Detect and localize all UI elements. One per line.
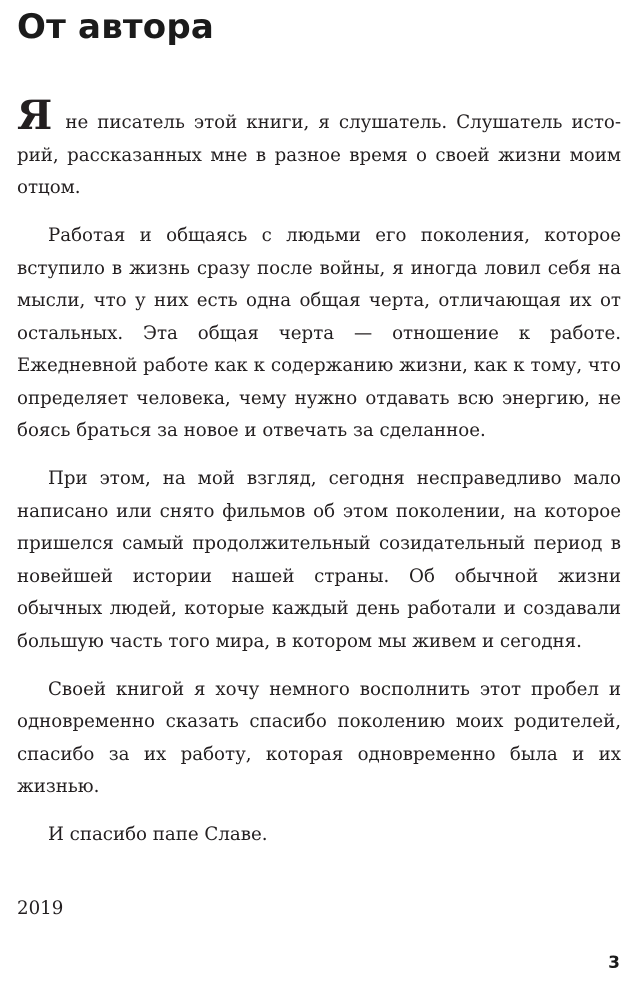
- paragraph-1-text: не писатель этой книги, я слушатель. Слушатель историй, рассказанных мне в разное время о своей жизни моим отцом.: [17, 112, 621, 198]
- paragraph-3: При этом, на мой взгляд, сегодня несправедливо мало написано или снято фильмов об этом поколении, на которое пришелся самый продолжительный созидательный период в новейшей истории нашей страны. Об обычной жизни обычных людей, которые каждый день работали и создавали большую часть того мира, в котором мы живем и сегодня.: [17, 468, 621, 652]
- paragraph-4: Своей книгой я хочу немного восполнить этот пробел и одновременно сказать спасибо поколению моих родителей, спасибо за их работу, которая одновременно была и их жизнью.: [17, 678, 621, 797]
- page-number: 3: [608, 953, 620, 973]
- paragraph-1: [17, 92, 621, 205]
- paragraph-5: И спасибо папе Славе.: [48, 824, 268, 845]
- body-text: [17, 92, 621, 867]
- dropcap-letter: Я: [17, 92, 53, 139]
- paragraph-2: Работая и общаясь с людьми его поколения, которое вступило в жизнь сразу после войны, я иногда ловил себя на мысли, что у них есть одна общая черта, отличающая их от остальных. Эта общая черта — отношение к работе. Ежедневной работе как к содержанию жизни, как к тому, что определяет человека, чему нужно отдавать всю энергию, не боясь браться за новое и отвечать за сделанное.: [17, 225, 621, 441]
- chapter-title: От автора: [17, 7, 215, 47]
- year-signature: 2019: [17, 898, 64, 919]
